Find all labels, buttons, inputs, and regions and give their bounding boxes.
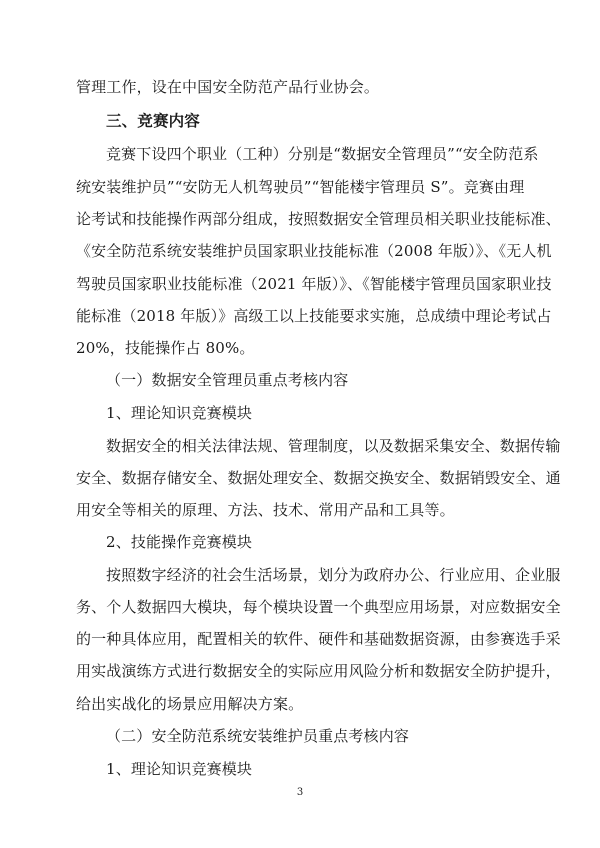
text-line: 统安装维护员”“安防无人机驾驶员”“智能楼宇管理员 S”。竞赛由理 [76, 178, 525, 196]
text-line: 务、个人数据四大模块，每个模块设置一个典型应用场景，对应数据安全 [76, 598, 561, 616]
text-line: 按照数字经济的社会生活场景，划分为政府办公、行业应用、企业服 [106, 566, 561, 584]
text-line: 给出实战化的场景应用解决方案。 [76, 695, 304, 713]
subsection-heading: （二）安全防范系统安装维护员重点考核内容 [106, 727, 410, 745]
text-line: 安全、数据存储安全、数据处理安全、数据交换安全、数据销毁安全、通 [76, 469, 561, 487]
subsection-heading: （一）数据安全管理员重点考核内容 [106, 371, 349, 389]
text-line: 数据安全的相关法律法规、管理制度，以及数据采集安全、数据传输 [106, 437, 561, 455]
text-line: 驾驶员国家职业技能标准（2021 年版）》、《智能楼宇管理员国家职业技 [76, 275, 552, 293]
text-line: 《安全防范系统安装维护员国家职业技能标准（2008 年版）》、《无人机 [76, 242, 552, 260]
text-line: 的一种具体应用，配置相关的软件、硬件和基础数据资源，由参赛选手采 [76, 630, 561, 648]
item-heading: 1、理论知识竞赛模块 [106, 760, 253, 778]
text-line: 用实战演练方式进行数据安全的实际应用风险分析和数据安全防护提升， [76, 662, 561, 680]
page-number: 3 [296, 787, 304, 798]
item-heading: 1、理论知识竞赛模块 [106, 404, 253, 422]
section-heading: 三、竞赛内容 [106, 112, 200, 130]
text-line: 论考试和技能操作两部分组成，按照数据安全管理员相关职业技能标准、 [76, 210, 561, 228]
text-line: 20%，技能操作占 80%。 [76, 339, 255, 357]
item-heading: 2、技能操作竞赛模块 [106, 533, 253, 551]
text-line: 用安全等相关的原理、方法、技术、常用产品和工具等。 [76, 501, 455, 519]
text-line: 竞赛下设四个职业（工种）分别是“数据安全管理员”“安全防范系 [106, 145, 539, 163]
text-line: 能标准（2018 年版）》高级工以上技能要求实施，总成绩中理论考试占 [76, 307, 552, 325]
text-line: 管理工作，设在中国安全防范产品行业协会。 [76, 78, 380, 96]
